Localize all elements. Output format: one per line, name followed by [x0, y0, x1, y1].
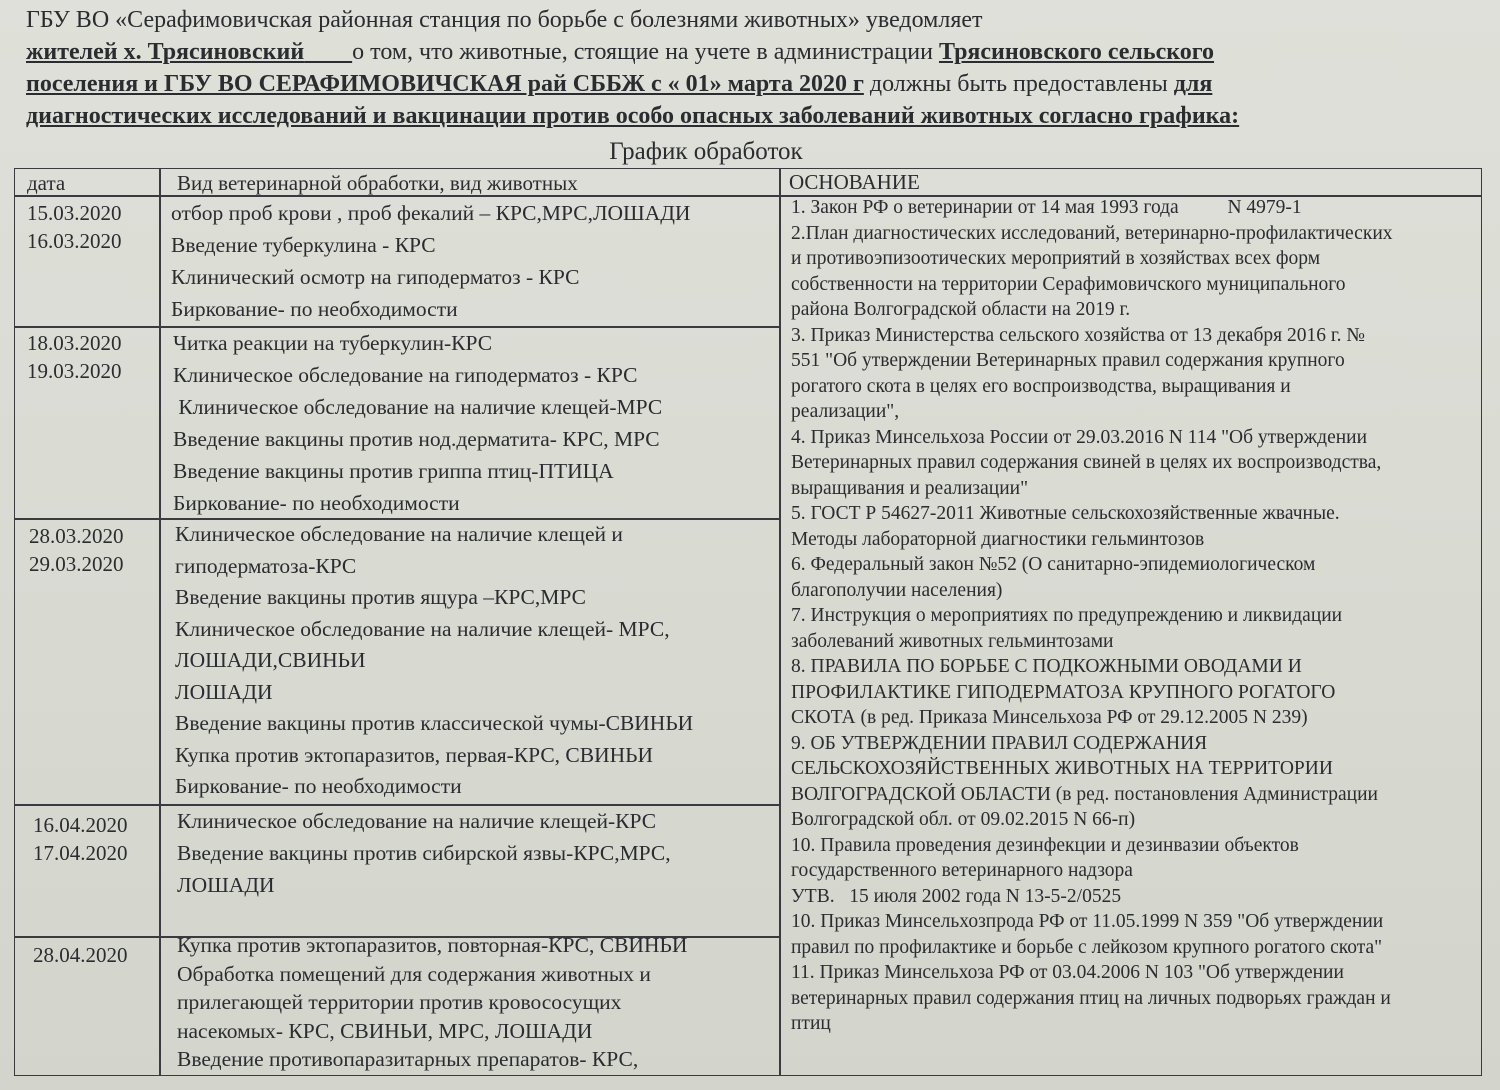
header-text-2: должны быть предоставлены	[863, 71, 1174, 97]
treatment-item: Биркование- по необходимости	[171, 297, 458, 321]
treatment-item: Купка против эктопаразитов, первая-КРС, СВИНЬИ	[175, 742, 654, 767]
row-3-dates	[29, 522, 124, 578]
basis-line: 7. Инструкция о мероприятиях по предупреждению и ликвидации	[791, 605, 1343, 626]
basis-line: 5. ГОСТ Р 54627-2011 Животные сельскохозяйственные жвачные.	[791, 503, 1340, 524]
basis-line: СЕЛЬСКОХОЗЯЙСТВЕННЫХ ЖИВОТНЫХ НА ТЕРРИТОРИИ	[791, 758, 1333, 779]
treatment-item: Введение туберкулина - КРС	[171, 233, 436, 257]
treatment-item: Обработка помещений для содержания животных и	[177, 961, 651, 986]
treatment-item: Клиническое обследование на гиподерматоз - КРС	[173, 363, 638, 387]
basis-line: района Волгоградской области на 2019 г.	[791, 299, 1131, 320]
row-2-dates	[27, 329, 122, 385]
treatment-item: ЛОШАДИ	[177, 873, 275, 897]
basis-line: правил по профилактике и борьбе с лейкозом крупного рогатого скота"	[791, 936, 1383, 958]
row-5-treatments	[177, 931, 687, 1074]
basis-line: 11. Приказ Минсельхоза РФ от 03.04.2006 N 103 "Об утверждении	[791, 962, 1344, 983]
column-header-work: Вид ветеринарной обработки, вид животных	[177, 171, 578, 195]
header-for: для	[1173, 71, 1213, 97]
basis-line: 6. Федеральный закон №52 (О санитарно-эпидемиологическом	[791, 554, 1316, 575]
basis-line: 551 "Об утверждении Ветеринарных правил содержания крупного	[791, 350, 1345, 371]
header-line-3	[26, 68, 1486, 100]
basis-line: Волгоградской обл. от 09.02.2015 N 66-п)	[791, 809, 1136, 830]
basis-line: УТВ. 15 июля 2002 года N 13-5-2/0525	[791, 885, 1122, 907]
basis-line: 9. ОБ УТВЕРЖДЕНИИ ПРАВИЛ СОДЕРЖАНИЯ	[791, 732, 1208, 754]
basis-line: благополучии населения)	[791, 579, 1003, 601]
basis-line: 4. Приказ Минсельхоза России от 29.03.2016 N 114 "Об утверждении	[791, 426, 1368, 448]
treatment-item: ЛОШАДИ	[175, 679, 273, 704]
date: 16.04.2020	[33, 813, 128, 837]
date: 16.03.2020	[27, 229, 122, 253]
treatment-item: Клиническое обследование на наличие клещей и	[175, 522, 623, 546]
treatment-item: ЛОШАДИ,СВИНЬИ	[175, 648, 366, 672]
treatment-item: Введение вакцины против нод.дерматита- КРС, МРС	[173, 427, 660, 451]
date: 28.03.2020	[29, 524, 124, 548]
header-line-2	[26, 36, 1486, 68]
treatment-item: Клиническое обследование на наличие клещей- МРС,	[175, 616, 670, 641]
basis-line: ПРОФИЛАКТИКЕ ГИПОДЕРМАТОЗА КРУПНОГО РОГАТОГО	[791, 681, 1336, 703]
date: 28.04.2020	[33, 943, 128, 967]
basis-line: СКОТА (в ред. Приказа Минсельхоза РФ от 29.12.2005 N 239)	[791, 707, 1308, 728]
header-text: о том, что животные, стоящие на учете в администрации	[352, 39, 939, 65]
header-organization-date: поселения и ГБУ ВО СЕРАФИМОВИЧСКАЯ рай СББЖ с « 01» марта 2020 г	[26, 71, 864, 97]
basis-line: 10. Приказ Минсельхозпрода РФ от 11.05.1999 N 359 "Об утверждении	[791, 911, 1384, 932]
basis-line: выращивания и реализации"	[791, 477, 1029, 499]
header-administration: Трясиновского сельского	[938, 39, 1215, 65]
row-4-treatments	[177, 805, 671, 901]
basis-line: 3. Приказ Министерства сельского хозяйства от 13 декабря 2016 г. №	[791, 324, 1366, 346]
basis-line: ВОЛГОГРАДСКОЙ ОБЛАСТИ (в ред. постановления Администрации	[791, 783, 1378, 805]
basis-line: 2.План диагностических исследований, ветеринарно-профилактических	[791, 222, 1393, 244]
basis-line: 10. Правила проведения дезинфекции и дезинвазии объектов	[791, 834, 1299, 856]
column-divider-2	[779, 169, 781, 1075]
basis-line: реализации",	[791, 401, 900, 422]
row-4-dates	[33, 811, 128, 867]
basis-line: ветеринарных правил содержания птиц на личных подворьях граждан и	[791, 987, 1391, 1009]
treatment-item: прилегающей территории против кровососущих	[177, 990, 622, 1014]
schedule-title: График обработок	[609, 138, 803, 165]
date: 17.04.2020	[33, 841, 128, 865]
basis-line: и противоэпизоотических мероприятий в хозяйствах всех форм	[791, 248, 1321, 269]
notice-header	[26, 4, 1486, 132]
basis-line: 1. Закон РФ о ветеринарии от 14 мая 1993 года N 4979-1	[791, 197, 1302, 218]
schedule-table	[14, 168, 1482, 1076]
treatment-item: гиподерматоза-КРС	[175, 553, 357, 578]
basis-line: птиц	[791, 1013, 831, 1034]
date: 29.03.2020	[29, 552, 124, 576]
column-header-date: дата	[27, 171, 66, 195]
basis-line: Ветеринарных правил содержания свиней в целях их воспроизводства,	[791, 452, 1382, 473]
treatment-item: Введение противопаразитарных препаратов- КРС,	[177, 1047, 639, 1071]
header-blank	[304, 39, 352, 65]
column-divider-1	[159, 169, 161, 1075]
treatment-item: Клинический осмотр на гиподерматоз - КРС	[171, 265, 580, 289]
row-1-treatments	[171, 197, 690, 325]
basis-list	[791, 195, 1479, 1037]
header-settlement: жителей х. Трясиновский	[26, 39, 305, 65]
date: 15.03.2020	[27, 201, 122, 225]
column-header-basis: ОСНОВАНИЕ	[789, 170, 920, 194]
treatment-item: Купка против эктопаразитов, повторная-КРС, СВИНЬИ	[177, 933, 688, 957]
basis-line: заболеваний животных гельминтозами	[791, 630, 1114, 652]
treatment-item: Введение вакцины против классической чумы-СВИНЬИ	[175, 711, 694, 735]
row-5-dates	[33, 941, 128, 969]
row-2-treatments	[173, 327, 662, 519]
treatment-item: Биркование- по необходимости	[173, 491, 460, 515]
basis-line: 8. ПРАВИЛА ПО БОРЬБЕ С ПОДКОЖНЫМИ ОВОДАМИ И	[791, 656, 1302, 677]
treatment-item: насекомых- КРС, СВИНЬИ, МРС, ЛОШАДИ	[177, 1018, 593, 1043]
basis-line: государственного ветеринарного надзора	[791, 860, 1133, 881]
basis-line: Методы лабораторной диагностики гельминтозов	[791, 528, 1205, 550]
treatment-item: Биркование- по необходимости	[175, 774, 462, 798]
row-1-dates	[27, 199, 122, 255]
treatment-item: Введение вакцины против гриппа птиц-ПТИЦА	[173, 459, 614, 483]
treatment-item: отбор проб крови , проб фекалий – КРС,МРС,ЛОШАДИ	[171, 201, 691, 225]
basis-line: собственности на территории Серафимовичского муниципального	[791, 273, 1346, 295]
date: 19.03.2020	[27, 359, 122, 383]
treatment-item: Введение вакцины против ящура –КРС,МРС	[175, 585, 586, 609]
treatment-item: Клиническое обследование на наличие клещей-МРС	[173, 395, 663, 419]
date: 18.03.2020	[27, 331, 122, 355]
treatment-item: Клиническое обследование на наличие клещей-КРС	[177, 809, 657, 833]
treatment-item: Читка реакции на туберкулин-КРС	[173, 331, 493, 355]
header-line-4: диагностических исследований и вакцинации против особо опасных заболеваний животных согласно графика:	[26, 103, 1240, 129]
basis-line: рогатого скота в целях его воспроизводства, выращивания и	[791, 375, 1291, 397]
header-line-1: ГБУ ВО «Серафимовичская районная станция по борьбе с болезнями животных» уведомляет	[26, 7, 983, 33]
row-3-treatments	[175, 519, 693, 803]
treatment-item: Введение вакцины против сибирской язвы-КРС,МРС,	[177, 841, 671, 865]
